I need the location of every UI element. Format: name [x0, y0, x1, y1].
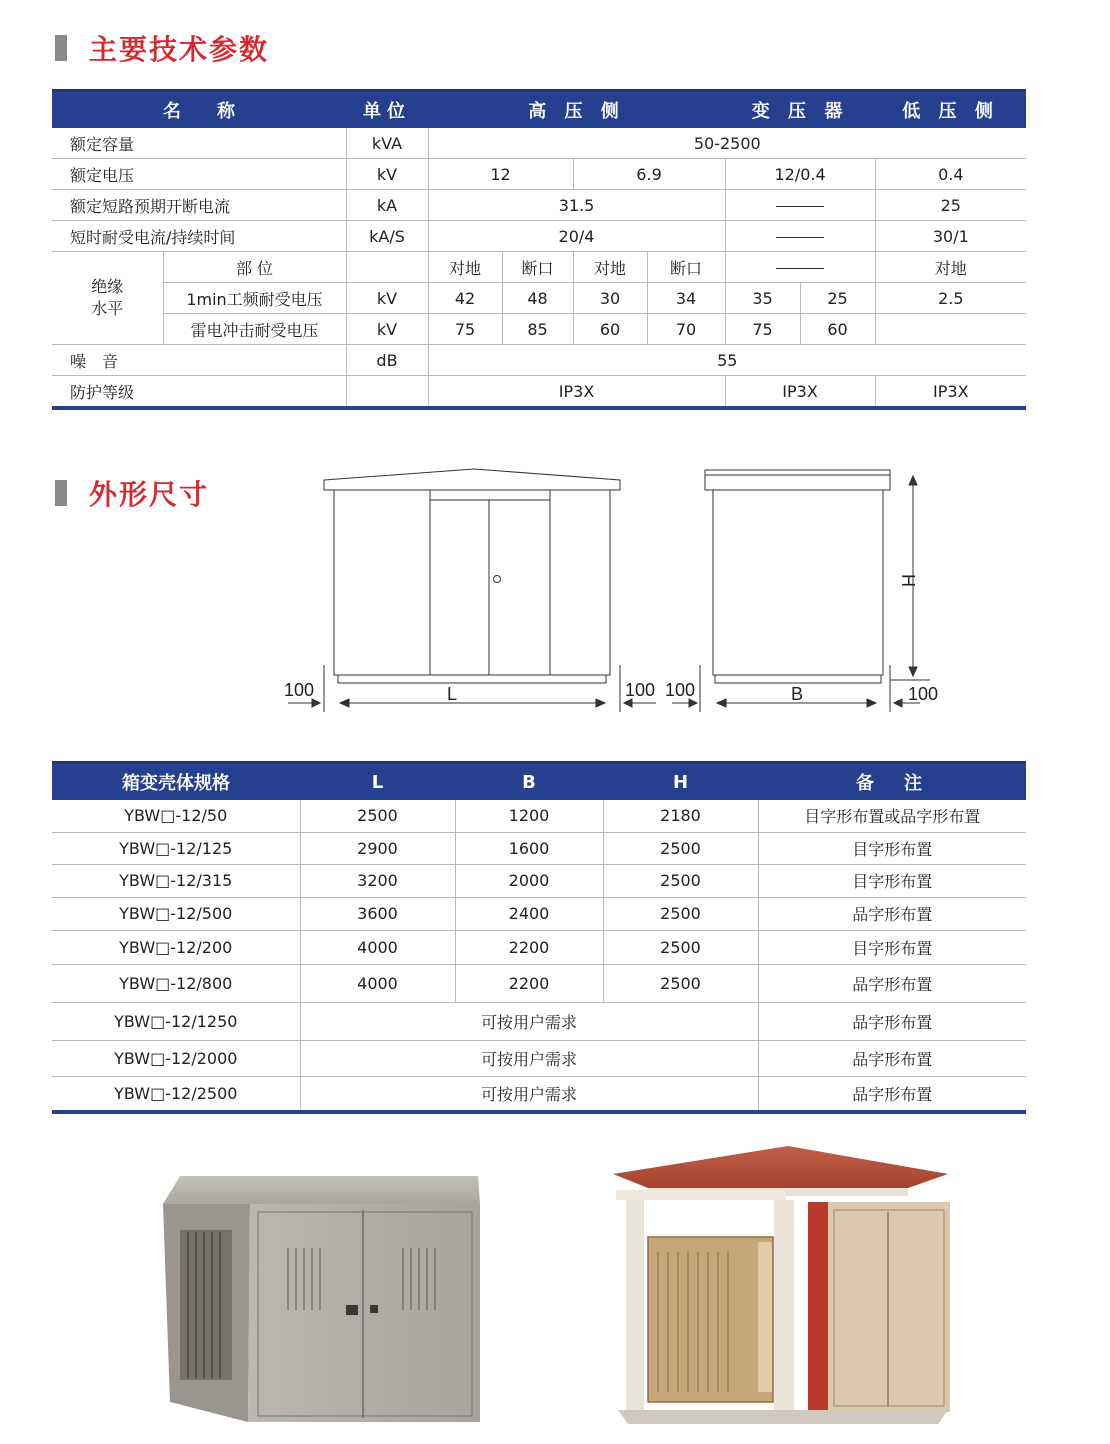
- side-height-label: H: [898, 574, 918, 587]
- row-b: 2400: [455, 897, 603, 930]
- side-margin-right: 100: [908, 684, 939, 704]
- dimension-drawings: [270, 455, 970, 725]
- row-note: 目字形布置: [758, 864, 1026, 897]
- noise-value: 55: [428, 345, 1026, 376]
- dims-header-note: 备 注: [758, 763, 1026, 801]
- part-lv: 对地: [875, 252, 1026, 283]
- front-margin-left: 100: [284, 680, 315, 700]
- part-tr: [725, 252, 875, 283]
- row-voltage: [52, 159, 1026, 190]
- part-c3: 对地: [573, 252, 647, 283]
- table-row: [52, 864, 1026, 897]
- row-spec: YBW□-12/315: [52, 864, 300, 897]
- voltage-hv2: 6.9: [573, 159, 725, 190]
- header-hv: 高 压 侧: [428, 91, 725, 129]
- row-insulation-freq: [52, 283, 1026, 314]
- row-note: 品字形布置: [758, 1040, 1026, 1076]
- row-h: 2500: [603, 897, 758, 930]
- front-margin-right: 100: [625, 680, 656, 700]
- row-h: 2180: [603, 800, 758, 832]
- roofed-substation-photo: [608, 1142, 958, 1427]
- part-c4: 断口: [647, 252, 725, 283]
- part-c1: 对地: [428, 252, 502, 283]
- row-insulation-part: [52, 252, 1026, 283]
- impulse-unit: kV: [346, 314, 428, 345]
- dims-header-b: B: [455, 763, 603, 801]
- voltage-hv1: 12: [428, 159, 573, 190]
- side-margin-left: 100: [665, 680, 696, 700]
- withstand-tr: [725, 221, 875, 252]
- row-spec: YBW□-12/125: [52, 832, 300, 864]
- freq-unit: kV: [346, 283, 428, 314]
- spec-table: [52, 89, 1026, 410]
- row-h: 2500: [603, 864, 758, 897]
- row-note: 品字形布置: [758, 897, 1026, 930]
- row-spec: YBW□-12/2500: [52, 1076, 300, 1112]
- front-view-drawing: [284, 469, 656, 712]
- withstand-name: 短时耐受电流/持续时间: [52, 221, 346, 252]
- header-unit: 单位: [346, 91, 428, 129]
- protection-name: 防护等级: [52, 376, 346, 409]
- header-lv: 低 压 侧: [875, 91, 1026, 129]
- impulse-c2: 85: [502, 314, 573, 345]
- grey-cabinet-photo: [158, 1170, 490, 1428]
- row-b: 2200: [455, 964, 603, 1002]
- withstand-hv: 20/4: [428, 221, 725, 252]
- row-h: 2500: [603, 964, 758, 1002]
- row-custom: 可按用户需求: [300, 1002, 758, 1040]
- row-b: 1200: [455, 800, 603, 832]
- voltage-lv: 0.4: [875, 159, 1026, 190]
- row-spec: YBW□-12/500: [52, 897, 300, 930]
- breaking-name: 额定短路预期开断电流: [52, 190, 346, 221]
- dash-mark: [776, 268, 824, 269]
- row-l: 4000: [300, 930, 455, 964]
- table-row: [52, 1076, 1026, 1112]
- capacity-name: 额定容量: [52, 128, 346, 159]
- dims-header-row: [52, 763, 1026, 801]
- protection-lv: IP3X: [875, 376, 1026, 409]
- dimensions-table: [52, 761, 1026, 1114]
- row-note: 品字形布置: [758, 964, 1026, 1002]
- impulse-lv: [875, 314, 1026, 345]
- freq-c1: 42: [428, 283, 502, 314]
- impulse-name: 雷电冲击耐受电压: [163, 314, 346, 345]
- dash-mark: [776, 206, 824, 207]
- row-spec: YBW□-12/200: [52, 930, 300, 964]
- freq-c2: 48: [502, 283, 573, 314]
- row-note: 品字形布置: [758, 1076, 1026, 1112]
- row-l: 3600: [300, 897, 455, 930]
- row-l: 2900: [300, 832, 455, 864]
- spec-header-row: [52, 91, 1026, 129]
- row-capacity: [52, 128, 1026, 159]
- freq-name: 1min工频耐受电压: [163, 283, 346, 314]
- protection-hv: IP3X: [428, 376, 725, 409]
- noise-name: 噪 音: [52, 345, 346, 376]
- front-length-label: L: [447, 684, 458, 704]
- row-spec: YBW□-12/2000: [52, 1040, 300, 1076]
- table-row: [52, 832, 1026, 864]
- row-l: 2500: [300, 800, 455, 832]
- row-b: 2200: [455, 930, 603, 964]
- part-name: 部 位: [163, 252, 346, 283]
- section-title-dimensions: [55, 473, 209, 513]
- row-note: 目字形布置或品字形布置: [758, 800, 1026, 832]
- row-spec: YBW□-12/50: [52, 800, 300, 832]
- table-row: [52, 1040, 1026, 1076]
- impulse-c3: 60: [573, 314, 647, 345]
- title-bar: [55, 480, 67, 506]
- row-noise: [52, 345, 1026, 376]
- row-insulation-impulse: [52, 314, 1026, 345]
- voltage-name: 额定电压: [52, 159, 346, 190]
- breaking-tr: [725, 190, 875, 221]
- noise-unit: dB: [346, 345, 428, 376]
- row-h: 2500: [603, 832, 758, 864]
- row-custom: 可按用户需求: [300, 1040, 758, 1076]
- side-view-drawing: [665, 470, 938, 712]
- impulse-t1: 75: [725, 314, 800, 345]
- row-note: 品字形布置: [758, 1002, 1026, 1040]
- section-title-specs: [55, 28, 269, 68]
- freq-lv: 2.5: [875, 283, 1026, 314]
- row-protection: [52, 376, 1026, 409]
- freq-c4: 34: [647, 283, 725, 314]
- row-l: 3200: [300, 864, 455, 897]
- withstand-lv: 30/1: [875, 221, 1026, 252]
- row-custom: 可按用户需求: [300, 1076, 758, 1112]
- freq-c3: 30: [573, 283, 647, 314]
- voltage-unit: kV: [346, 159, 428, 190]
- title-bar: [55, 35, 67, 61]
- side-width-label: B: [791, 684, 804, 704]
- table-row: [52, 800, 1026, 832]
- breaking-unit: kA: [346, 190, 428, 221]
- header-name: 名 称: [52, 91, 346, 129]
- row-breaking: [52, 190, 1026, 221]
- row-note: 目字形布置: [758, 930, 1026, 964]
- breaking-lv: 25: [875, 190, 1026, 221]
- freq-t2: 25: [800, 283, 875, 314]
- row-spec: YBW□-12/1250: [52, 1002, 300, 1040]
- row-withstand: [52, 221, 1026, 252]
- impulse-c4: 70: [647, 314, 725, 345]
- dash-mark: [776, 237, 824, 238]
- section-title-text: 主要技术参数: [89, 33, 270, 66]
- row-b: 2000: [455, 864, 603, 897]
- protection-tr: IP3X: [725, 376, 875, 409]
- protection-unit: [346, 376, 428, 409]
- row-l: 4000: [300, 964, 455, 1002]
- row-spec: YBW□-12/800: [52, 964, 300, 1002]
- row-b: 1600: [455, 832, 603, 864]
- table-row: [52, 964, 1026, 1002]
- header-transformer: 变 压 器: [725, 91, 875, 129]
- section-title-text: 外形尺寸: [89, 478, 210, 511]
- voltage-tr: 12/0.4: [725, 159, 875, 190]
- insulation-group: 绝缘 水平: [52, 252, 163, 345]
- part-c2: 断口: [502, 252, 573, 283]
- dims-header-h: H: [603, 763, 758, 801]
- part-unit: [346, 252, 428, 283]
- withstand-unit: kA/S: [346, 221, 428, 252]
- table-row: [52, 930, 1026, 964]
- row-note: 目字形布置: [758, 832, 1026, 864]
- dims-header-l: L: [300, 763, 455, 801]
- impulse-c1: 75: [428, 314, 502, 345]
- dims-header-spec: 箱变壳体规格: [52, 763, 300, 801]
- capacity-value: 50-2500: [428, 128, 1026, 159]
- impulse-t2: 60: [800, 314, 875, 345]
- breaking-hv: 31.5: [428, 190, 725, 221]
- table-row: [52, 897, 1026, 930]
- freq-t1: 35: [725, 283, 800, 314]
- capacity-unit: kVA: [346, 128, 428, 159]
- row-h: 2500: [603, 930, 758, 964]
- table-row: [52, 1002, 1026, 1040]
